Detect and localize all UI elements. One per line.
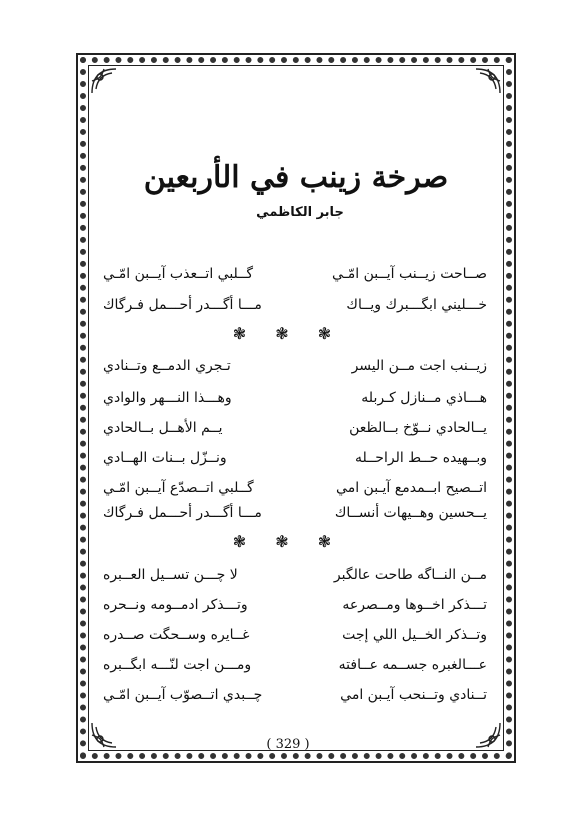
verse-line — [95, 567, 495, 591]
verse-right: يــالحادي نــوّخ بــالظعن — [349, 420, 487, 436]
verse-left: غــايره وســحگت صــدره — [103, 627, 250, 643]
verse-left: وهـــذا النـــهر والوادي — [103, 390, 232, 406]
verse-right: يــحسين وهــيهات أنســاك — [334, 505, 487, 521]
verse-line — [95, 480, 495, 504]
verse-line — [95, 687, 495, 711]
corner-ornament-icon — [473, 720, 503, 750]
page-number: ( 329 ) — [266, 737, 310, 752]
verse-right: تــنادي وتــنحب آيـبن امي — [340, 687, 487, 703]
verse-right: تـــذكر اخــوها ومــصرعه — [342, 597, 487, 613]
verse-line — [95, 597, 495, 621]
verse-right: اتــصيح ابــمدمع آيـبن امي — [336, 480, 487, 496]
corner-ornament-icon — [89, 66, 119, 96]
verse-line — [95, 450, 495, 474]
verse-left: چــبدي اتــصوّب آيــبن امّـي — [103, 687, 263, 703]
verse-left: ومـــن اجت لنّـــه ابگــبره — [103, 657, 252, 673]
verse-left: ونــزّل بــنات الهــادي — [103, 450, 227, 466]
verse-right: زيــنب اجت مــن اليسر — [351, 358, 487, 374]
verse-right: وبــهيده حــط الراحــله — [354, 450, 487, 466]
poem-title: صرخة زينب في الأربعين — [143, 160, 449, 195]
verse-line — [95, 266, 495, 290]
verse-right: وتــذكر الخــيل اللي إجت — [342, 627, 487, 643]
verse-left: يــم الأهــل بــالحادي — [103, 420, 223, 436]
stanza-separator: ❃ ❃ ❃ — [232, 324, 344, 343]
verse-line — [95, 657, 495, 681]
verse-line — [95, 297, 495, 321]
poem-author: جابر الكاظمي — [256, 205, 344, 220]
verse-right: مــن النــاگه طاحت عالگبر — [333, 567, 487, 583]
verse-right: خـــليني ابگـــبرك ويــاك — [346, 297, 487, 313]
verse-left: مـــا أگـــدر أحـــمل فـرگاك — [103, 297, 262, 313]
verse-left: وتـــذكر ادمــومه ونــحره — [103, 597, 248, 613]
verse-left: گــلبي اتــعذب آيــبن امّـي — [103, 266, 254, 282]
verse-right: عـــالغبره جســمه عــافته — [338, 657, 487, 673]
corner-ornament-icon — [473, 66, 503, 96]
verse-right: هـــاذي مــنازل كـربله — [361, 390, 487, 406]
verse-left: لا چـــن تســيل العــبره — [103, 567, 238, 583]
verse-left: مـــا أگـــدر أحـــمل فـرگاك — [103, 505, 262, 521]
verse-line — [95, 358, 495, 382]
verse-left: گــلبي اتــصدّع آيــبن امّـي — [103, 480, 254, 496]
corner-ornament-icon — [89, 720, 119, 750]
verse-line — [95, 420, 495, 444]
verse-line — [95, 505, 495, 529]
verse-line — [95, 627, 495, 651]
verse-line — [95, 390, 495, 414]
verse-right: صــاحت زيــنب آيــبن امّـي — [332, 266, 487, 282]
stanza-separator: ❃ ❃ ❃ — [232, 532, 344, 551]
verse-left: تـجري الدمــع وتــنادي — [103, 358, 231, 374]
